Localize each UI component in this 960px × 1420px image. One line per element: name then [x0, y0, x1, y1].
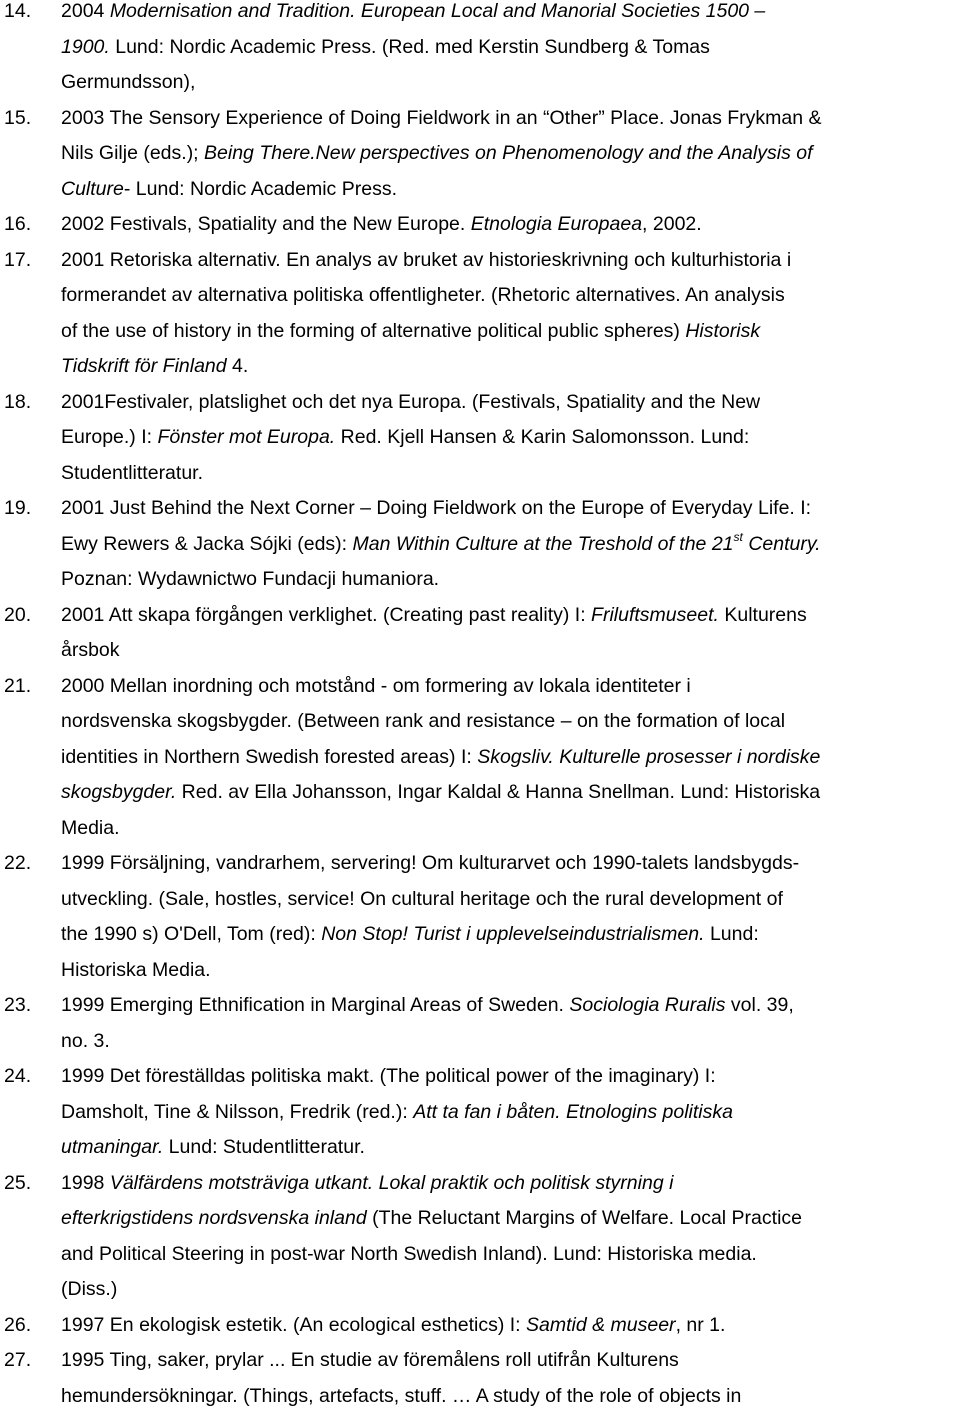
- entry-number: 18.: [4, 390, 32, 413]
- italic-text: Modernisation and Tradition. European Local and Manorial Societies 1500 –: [109, 0, 766, 22]
- entry-number: 21.: [4, 674, 32, 697]
- entry-line: [61, 207, 960, 243]
- text-segment: hemundersökningar. (Things, artefacts, stuff. … A study of the role of objects in: [61, 1384, 742, 1407]
- text-segment: nordsvenska skogsbygder. (Between rank and resistance – on the formation of local: [61, 710, 786, 732]
- list-item: [0, 598, 960, 669]
- text-segment: 1998: [61, 1171, 110, 1194]
- entry-line: [61, 1379, 960, 1415]
- text-segment: 2003 The Sensory Experience of Doing Fieldwork in an “Other” Place. Jonas Frykman &: [61, 106, 822, 129]
- list-item: [0, 385, 960, 492]
- italic-text: 1900.: [61, 35, 110, 58]
- text-segment: 4.: [226, 355, 249, 377]
- text-segment: of the use of history in the forming of alternative political public spheres): [61, 319, 686, 342]
- list-item: [0, 0, 960, 101]
- text-segment: 1997 En ekologisk estetik. (An ecological esthetics) I:: [61, 1313, 526, 1336]
- entry-number: 22.: [4, 852, 32, 874]
- entry-line: [61, 775, 960, 811]
- entry-line: [61, 278, 960, 314]
- text-segment: and Political Steering in post-war North Swedish Inland). Lund: Historiska media.: [61, 1242, 757, 1265]
- entry-line: [61, 704, 960, 740]
- entry-line: [61, 491, 960, 527]
- text-segment: 1995 Ting, saker, prylar ... En studie av föremålens roll utifrån Kulturens: [61, 1349, 679, 1371]
- text-segment: the 1990 s) O'Dell, Tom (red):: [61, 923, 322, 945]
- text-segment: årsbok: [61, 639, 120, 661]
- entry-number: 16.: [4, 213, 32, 235]
- text-segment: Lund:: [704, 923, 759, 945]
- entry-line: [61, 1237, 960, 1273]
- italic-text: Sociologia Ruralis: [569, 994, 726, 1016]
- superscript-text: st: [733, 529, 743, 544]
- entry-line: [61, 243, 960, 279]
- text-segment: Red. av Ella Johansson, Ingar Kaldal & Hanna Snellman. Lund: Historiska: [176, 781, 821, 803]
- list-item: [0, 207, 960, 243]
- entry-line: [61, 811, 960, 847]
- entry-line: [61, 456, 960, 492]
- text-segment: Lund: Nordic Academic Press. (Red. med Kerstin Sundberg & Tomas: [109, 35, 710, 58]
- text-segment: 2001 Retoriska alternativ. En analys av bruket av historieskrivning och kulturhistoria i: [61, 248, 792, 271]
- text-segment: Lund: Studentlitteratur.: [163, 1136, 365, 1158]
- text-segment: 1999 Det föreställdas politiska makt. (The political power of the imaginary) I:: [61, 1065, 716, 1087]
- entry-line: [61, 917, 960, 953]
- list-item: [0, 669, 960, 847]
- entry-number: 25.: [4, 1171, 32, 1194]
- entry-line: [61, 1343, 960, 1379]
- text-segment: utveckling. (Sale, hostles, service! On cultural heritage och the rural development of: [61, 887, 783, 910]
- italic-text: Samtid & museer: [526, 1313, 676, 1336]
- entry-number: 17.: [4, 248, 32, 271]
- text-segment: 2004: [61, 0, 110, 22]
- entry-line: [61, 172, 960, 208]
- text-segment: vol. 39,: [725, 994, 794, 1016]
- entry-line: [61, 598, 960, 634]
- entry-number: 19.: [4, 497, 32, 519]
- list-item: [0, 1308, 960, 1344]
- entry-line: [61, 1024, 960, 1060]
- italic-text: Skogsliv. Kulturelle prosesser i nordiske: [477, 745, 821, 768]
- entry-line: [61, 988, 960, 1024]
- text-segment: formerandet av alternativa politiska offentligheter. (Rhetoric alternatives. An analysis: [61, 284, 785, 306]
- italic-text: utmaningar.: [61, 1136, 164, 1158]
- text-segment: Europe.) I:: [61, 426, 158, 448]
- entry-line: [61, 385, 960, 421]
- entry-line: [61, 527, 960, 563]
- entry-line: [61, 1166, 960, 1202]
- italic-text: Man Within Culture at the Treshold of the 21: [352, 532, 734, 555]
- text-segment: (The Reluctant Margins of Welfare. Local Practice: [366, 1207, 802, 1229]
- entry-line: [61, 562, 960, 598]
- italic-text: Non Stop! Turist i upplevelseindustrialismen.: [321, 923, 705, 945]
- list-item: [0, 846, 960, 988]
- entry-line: [61, 1308, 960, 1344]
- entry-line: [61, 882, 960, 918]
- text-segment: 2001 Att skapa förgången verklighet. (Creating past reality) I:: [61, 603, 592, 626]
- text-segment: 2000 Mellan inordning och motstånd - om formering av lokala identiteter i: [61, 674, 691, 697]
- text-segment: Media.: [61, 816, 120, 839]
- entry-line: [61, 349, 960, 385]
- text-segment: 1999 Försäljning, vandrarhem, servering! Om kulturarvet och 1990-talets landsbygds-: [61, 852, 800, 874]
- text-segment: , nr 1.: [675, 1313, 726, 1336]
- italic-text: skogsbygder.: [61, 781, 177, 803]
- entry-line: [61, 101, 960, 137]
- entry-line: [61, 0, 960, 30]
- entry-line: [61, 633, 960, 669]
- list-item: [0, 1059, 960, 1166]
- entry-line: [61, 669, 960, 705]
- entry-line: [61, 1201, 960, 1237]
- text-segment: 2002 Festivals, Spatiality and the New Europe.: [61, 213, 471, 235]
- entry-number: 24.: [4, 1065, 32, 1087]
- text-segment: 1999 Emerging Ethnification in Marginal Areas of Sweden.: [61, 994, 570, 1016]
- text-segment: Studentlitteratur.: [61, 461, 204, 484]
- entry-number: 20.: [4, 603, 32, 626]
- text-segment: Damsholt, Tine & Nilsson, Fredrik (red.):: [61, 1100, 414, 1123]
- list-item: [0, 988, 960, 1059]
- italic-text: Being There.New perspectives on Phenomenology and the Analysis of: [204, 142, 813, 164]
- italic-text: Fönster mot Europa.: [157, 426, 336, 448]
- entry-line: [61, 30, 960, 66]
- italic-text: Välfärdens motsträviga utkant. Lokal praktik och politisk styrning i: [109, 1171, 674, 1194]
- text-segment: Germundsson),: [61, 71, 196, 93]
- entry-line: [61, 136, 960, 172]
- entry-number: 27.: [4, 1349, 32, 1371]
- entry-line: [61, 314, 960, 350]
- entry-line: [61, 1130, 960, 1166]
- entry-line: [61, 740, 960, 776]
- italic-text: efterkrigstidens nordsvenska inland: [61, 1207, 367, 1229]
- text-segment: identities in Northern Swedish forested areas) I:: [61, 745, 478, 768]
- text-segment: 2001Festivaler, platslighet och det nya Europa. (Festivals, Spatiality and the New: [61, 390, 761, 413]
- italic-text: Century.: [742, 532, 821, 555]
- entry-line: [61, 1059, 960, 1095]
- text-segment: no. 3.: [61, 1029, 110, 1052]
- entry-line: [61, 420, 960, 456]
- italic-text: Att ta fan i båten. Etnologins politiska: [413, 1100, 733, 1123]
- text-segment: Ewy Rewers & Jacka Sójki (eds):: [61, 532, 353, 555]
- entry-line: [61, 1095, 960, 1131]
- italic-text: Friluftsmuseet.: [591, 603, 719, 626]
- text-segment: , 2002.: [642, 213, 702, 235]
- entry-number: 26.: [4, 1313, 32, 1336]
- entry-line: [61, 1272, 960, 1308]
- list-item: [0, 491, 960, 598]
- text-segment: (Diss.): [61, 1278, 118, 1300]
- italic-text: Historisk: [685, 319, 761, 342]
- entry-line: [61, 953, 960, 989]
- list-item: [0, 1166, 960, 1308]
- list-item: [0, 243, 960, 385]
- text-segment: - Lund: Nordic Academic Press.: [123, 177, 397, 200]
- text-segment: Kulturens: [718, 603, 807, 626]
- text-segment: Nils Gilje (eds.);: [61, 142, 205, 164]
- text-segment: Red. Kjell Hansen & Karin Salomonsson. Lund:: [335, 426, 750, 448]
- italic-text: Tidskrift för Finland: [61, 355, 227, 377]
- text-segment: Historiska Media.: [61, 958, 211, 981]
- italic-text: Etnologia Europaea: [470, 213, 643, 235]
- text-segment: 2001 Just Behind the Next Corner – Doing Fieldwork on the Europe of Everyday Life. I:: [61, 497, 812, 519]
- entry-number: 15.: [4, 106, 32, 129]
- entry-number: 23.: [4, 994, 32, 1016]
- text-segment: Poznan: Wydawnictwo Fundacji humaniora.: [61, 568, 440, 590]
- entry-line: [61, 846, 960, 882]
- entry-line: [61, 65, 960, 101]
- list-item: [0, 1343, 960, 1414]
- italic-text: Culture: [61, 177, 124, 200]
- list-item: [0, 101, 960, 208]
- entry-number: 14.: [4, 0, 32, 22]
